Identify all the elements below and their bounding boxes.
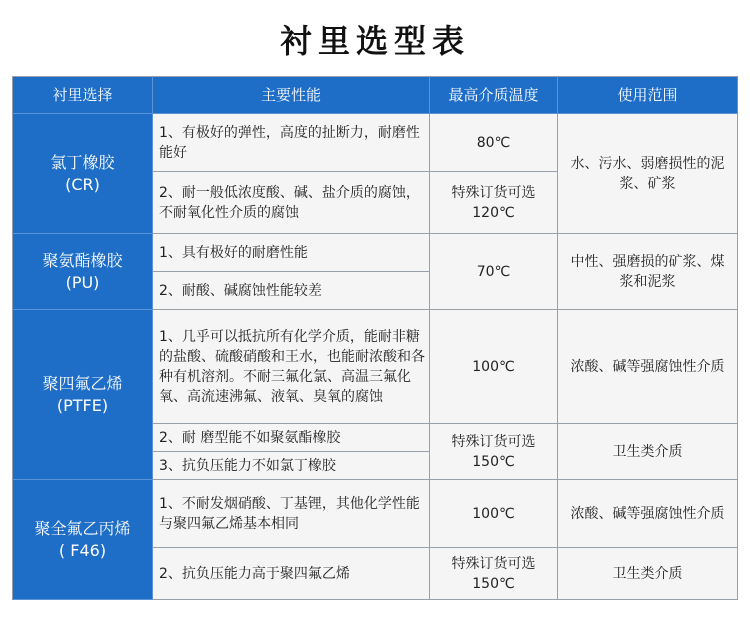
range-f46-1: 浓酸、碱等强腐蚀性介质 <box>558 480 738 548</box>
material-code: (PU) <box>65 272 100 292</box>
range-f46-2: 卫生类介质 <box>558 548 738 600</box>
temp-pu: 70℃ <box>430 234 558 310</box>
feature-f46-2: 2、抗负压能力高于聚四氟乙烯 <box>153 548 430 600</box>
temp-cr-2: 特殊订货可选 120℃ <box>430 172 558 234</box>
temp-ptfe-2: 特殊订货可选 150℃ <box>430 424 558 480</box>
range-ptfe-2: 卫生类介质 <box>558 424 738 480</box>
header-range: 使用范围 <box>558 76 738 114</box>
material-code: (CR) <box>65 174 100 194</box>
material-code: (PTFE) <box>56 395 109 415</box>
temp-ptfe-1: 100℃ <box>430 310 558 424</box>
material-code: ( F46) <box>58 540 107 560</box>
material-pu <box>12 234 153 310</box>
feature-pu-2: 2、耐酸、碱腐蚀性能较差 <box>153 272 430 310</box>
range-cr: 水、污水、弱磨损性的泥浆、矿浆 <box>558 114 738 234</box>
material-name: 氯丁橡胶 <box>50 152 115 172</box>
header-material: 衬里选择 <box>12 76 153 114</box>
material-name: 聚全氟乙丙烯 <box>34 518 131 538</box>
material-cr <box>12 114 153 234</box>
range-pu: 中性、强磨损的矿浆、煤浆和泥浆 <box>558 234 738 310</box>
range-ptfe-1: 浓酸、碱等强腐蚀性介质 <box>558 310 738 424</box>
material-name: 聚氨酯橡胶 <box>42 250 123 270</box>
temp-cr-1: 80℃ <box>430 114 558 172</box>
header-features: 主要性能 <box>153 76 430 114</box>
feature-pu-1: 1、具有极好的耐磨性能 <box>153 234 430 272</box>
header-temp: 最高介质温度 <box>430 76 558 114</box>
feature-ptfe-2: 2、耐 磨型能不如聚氨酯橡胶 <box>153 424 430 452</box>
material-name: 聚四氟乙烯 <box>42 373 123 393</box>
material-f46 <box>12 480 153 600</box>
feature-cr-2: 2、耐一般低浓度酸、碱、盐介质的腐蚀，不耐氧化性介质的腐蚀 <box>153 172 430 234</box>
material-ptfe <box>12 310 153 480</box>
feature-f46-1: 1、不耐发烟硝酸、丁基锂，其他化学性能与聚四氟乙烯基本相同 <box>153 480 430 548</box>
feature-cr-1: 1、有极好的弹性，高度的扯断力，耐磨性能好 <box>153 114 430 172</box>
feature-ptfe-1: 1、几乎可以抵抗所有化学介质，能耐非糖的盐酸、硫酸硝酸和王水，也能耐浓酸和各种有机溶剂。不耐三氟化氯、高温三氟化氧、高流速沸氟、液氧、臭氧的腐蚀 <box>153 310 430 424</box>
temp-f46-1: 100℃ <box>430 480 558 548</box>
temp-f46-2: 特殊订货可选 150℃ <box>430 548 558 600</box>
page-title: 衬里选型表 <box>279 22 470 60</box>
feature-ptfe-3: 3、抗负压能力不如氯丁橡胶 <box>153 452 430 480</box>
